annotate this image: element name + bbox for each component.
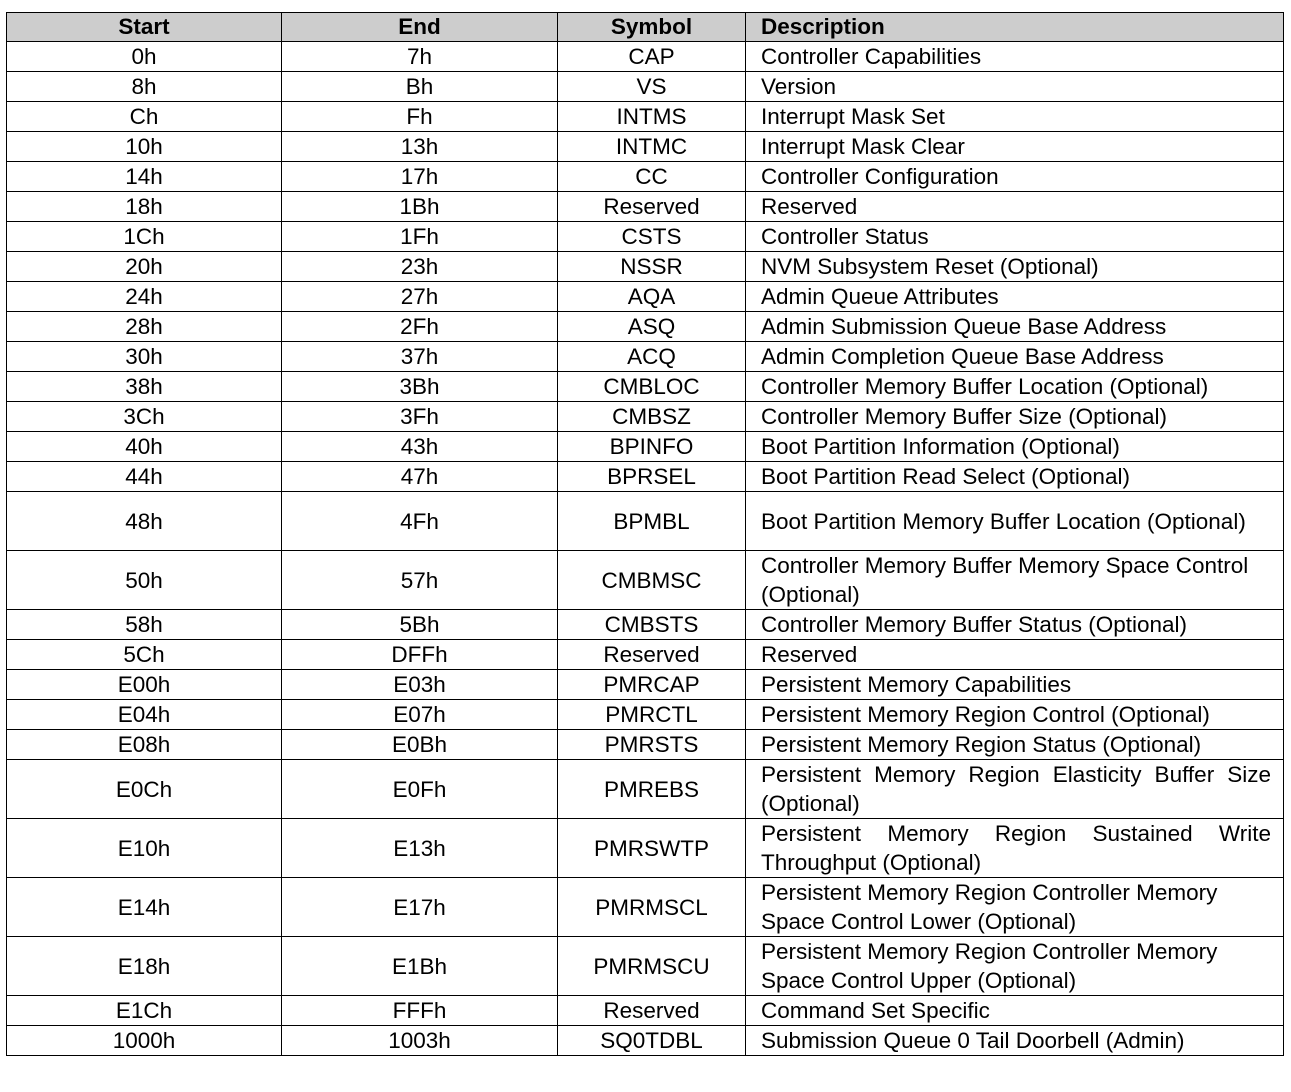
cell-description: Reserved bbox=[746, 192, 1284, 222]
table-row bbox=[7, 432, 1284, 462]
cell-end: 5Bh bbox=[282, 610, 558, 640]
cell-start: E10h bbox=[7, 819, 282, 878]
cell-description: NVM Subsystem Reset (Optional) bbox=[746, 252, 1284, 282]
table-row bbox=[7, 72, 1284, 102]
cell-end: 57h bbox=[282, 551, 558, 610]
cell-description: Persistent Memory Region Elasticity Buffer Size (Optional) bbox=[746, 760, 1284, 819]
table-row bbox=[7, 640, 1284, 670]
cell-end: E07h bbox=[282, 700, 558, 730]
table-row bbox=[7, 937, 1284, 996]
table-row bbox=[7, 342, 1284, 372]
cell-symbol: Reserved bbox=[558, 640, 746, 670]
cell-start: 10h bbox=[7, 132, 282, 162]
cell-symbol: CSTS bbox=[558, 222, 746, 252]
cell-symbol: CAP bbox=[558, 42, 746, 72]
table-row bbox=[7, 312, 1284, 342]
cell-end: 17h bbox=[282, 162, 558, 192]
table-row bbox=[7, 878, 1284, 937]
cell-symbol: CMBLOC bbox=[558, 372, 746, 402]
cell-symbol: Reserved bbox=[558, 192, 746, 222]
cell-description: Persistent Memory Region Status (Optional) bbox=[746, 730, 1284, 760]
cell-end: Bh bbox=[282, 72, 558, 102]
cell-start: 20h bbox=[7, 252, 282, 282]
header-description: Description bbox=[746, 13, 1284, 42]
cell-description: Controller Memory Buffer Memory Space Control (Optional) bbox=[746, 551, 1284, 610]
cell-symbol: SQ0TDBL bbox=[558, 1026, 746, 1056]
table-row bbox=[7, 372, 1284, 402]
cell-description: Boot Partition Read Select (Optional) bbox=[746, 462, 1284, 492]
cell-symbol: AQA bbox=[558, 282, 746, 312]
cell-description: Admin Completion Queue Base Address bbox=[746, 342, 1284, 372]
cell-description: Interrupt Mask Clear bbox=[746, 132, 1284, 162]
cell-end: E0Fh bbox=[282, 760, 558, 819]
cell-start: E08h bbox=[7, 730, 282, 760]
cell-end: 1003h bbox=[282, 1026, 558, 1056]
cell-start: 40h bbox=[7, 432, 282, 462]
cell-symbol: ACQ bbox=[558, 342, 746, 372]
cell-end: E13h bbox=[282, 819, 558, 878]
cell-end: 47h bbox=[282, 462, 558, 492]
table-row bbox=[7, 192, 1284, 222]
table-row bbox=[7, 42, 1284, 72]
cell-symbol: VS bbox=[558, 72, 746, 102]
cell-symbol: INTMC bbox=[558, 132, 746, 162]
cell-end: 13h bbox=[282, 132, 558, 162]
cell-start: 24h bbox=[7, 282, 282, 312]
table-row bbox=[7, 819, 1284, 878]
register-map-table bbox=[6, 12, 1284, 1056]
table-row bbox=[7, 760, 1284, 819]
table-row bbox=[7, 282, 1284, 312]
cell-end: 43h bbox=[282, 432, 558, 462]
cell-start: 8h bbox=[7, 72, 282, 102]
cell-description: Persistent Memory Region Controller Memory Space Control Upper (Optional) bbox=[746, 937, 1284, 996]
cell-description: Boot Partition Memory Buffer Location (Optional) bbox=[746, 492, 1284, 551]
cell-symbol: PMRCTL bbox=[558, 700, 746, 730]
cell-start: Ch bbox=[7, 102, 282, 132]
header-end: End bbox=[282, 13, 558, 42]
table-row bbox=[7, 996, 1284, 1026]
cell-symbol: CC bbox=[558, 162, 746, 192]
cell-end: 2Fh bbox=[282, 312, 558, 342]
cell-symbol: PMRCAP bbox=[558, 670, 746, 700]
cell-end: DFFh bbox=[282, 640, 558, 670]
table-header bbox=[7, 13, 1284, 42]
cell-end: 1Fh bbox=[282, 222, 558, 252]
table-row bbox=[7, 132, 1284, 162]
cell-end: 3Fh bbox=[282, 402, 558, 432]
table-row bbox=[7, 730, 1284, 760]
cell-end: E0Bh bbox=[282, 730, 558, 760]
cell-end: E03h bbox=[282, 670, 558, 700]
cell-start: 18h bbox=[7, 192, 282, 222]
table-row bbox=[7, 222, 1284, 252]
cell-description: Persistent Memory Region Controller Memory Space Control Lower (Optional) bbox=[746, 878, 1284, 937]
cell-description: Boot Partition Information (Optional) bbox=[746, 432, 1284, 462]
cell-start: 3Ch bbox=[7, 402, 282, 432]
table-row bbox=[7, 1026, 1284, 1056]
cell-start: 58h bbox=[7, 610, 282, 640]
cell-start: 14h bbox=[7, 162, 282, 192]
table-body bbox=[7, 42, 1284, 1056]
table-row bbox=[7, 462, 1284, 492]
cell-symbol: CMBMSC bbox=[558, 551, 746, 610]
cell-start: E0Ch bbox=[7, 760, 282, 819]
table-row bbox=[7, 551, 1284, 610]
cell-end: 4Fh bbox=[282, 492, 558, 551]
table-row bbox=[7, 700, 1284, 730]
cell-symbol: PMREBS bbox=[558, 760, 746, 819]
cell-symbol: Reserved bbox=[558, 996, 746, 1026]
cell-start: 0h bbox=[7, 42, 282, 72]
table-row bbox=[7, 610, 1284, 640]
cell-start: 1Ch bbox=[7, 222, 282, 252]
cell-end: FFFh bbox=[282, 996, 558, 1026]
cell-start: 48h bbox=[7, 492, 282, 551]
cell-start: 50h bbox=[7, 551, 282, 610]
cell-start: 38h bbox=[7, 372, 282, 402]
cell-description: Controller Capabilities bbox=[746, 42, 1284, 72]
cell-end: 1Bh bbox=[282, 192, 558, 222]
cell-description: Interrupt Mask Set bbox=[746, 102, 1284, 132]
header-row bbox=[7, 13, 1284, 42]
cell-end: Fh bbox=[282, 102, 558, 132]
cell-description: Reserved bbox=[746, 640, 1284, 670]
table-row bbox=[7, 402, 1284, 432]
cell-description: Persistent Memory Capabilities bbox=[746, 670, 1284, 700]
cell-symbol: PMRMSCU bbox=[558, 937, 746, 996]
cell-description: Admin Queue Attributes bbox=[746, 282, 1284, 312]
table-row bbox=[7, 492, 1284, 551]
cell-symbol: INTMS bbox=[558, 102, 746, 132]
cell-start: E04h bbox=[7, 700, 282, 730]
cell-end: 3Bh bbox=[282, 372, 558, 402]
cell-start: 30h bbox=[7, 342, 282, 372]
cell-description: Submission Queue 0 Tail Doorbell (Admin) bbox=[746, 1026, 1284, 1056]
cell-description: Version bbox=[746, 72, 1284, 102]
table-row bbox=[7, 670, 1284, 700]
cell-symbol: CMBSZ bbox=[558, 402, 746, 432]
cell-start: 1000h bbox=[7, 1026, 282, 1056]
cell-symbol: ASQ bbox=[558, 312, 746, 342]
cell-symbol: CMBSTS bbox=[558, 610, 746, 640]
cell-description: Persistent Memory Region Control (Optional) bbox=[746, 700, 1284, 730]
cell-end: 7h bbox=[282, 42, 558, 72]
cell-start: 5Ch bbox=[7, 640, 282, 670]
cell-description: Controller Memory Buffer Location (Optional) bbox=[746, 372, 1284, 402]
cell-end: 23h bbox=[282, 252, 558, 282]
cell-end: 27h bbox=[282, 282, 558, 312]
cell-symbol: PMRMSCL bbox=[558, 878, 746, 937]
cell-start: 28h bbox=[7, 312, 282, 342]
cell-description: Command Set Specific bbox=[746, 996, 1284, 1026]
cell-end: 37h bbox=[282, 342, 558, 372]
cell-description: Controller Memory Buffer Status (Optional) bbox=[746, 610, 1284, 640]
table-row bbox=[7, 102, 1284, 132]
cell-symbol: BPMBL bbox=[558, 492, 746, 551]
cell-start: E00h bbox=[7, 670, 282, 700]
header-start: Start bbox=[7, 13, 282, 42]
cell-description: Controller Status bbox=[746, 222, 1284, 252]
table-row bbox=[7, 162, 1284, 192]
cell-symbol: PMRSTS bbox=[558, 730, 746, 760]
cell-start: E18h bbox=[7, 937, 282, 996]
cell-description: Persistent Memory Region Sustained Write Throughput (Optional) bbox=[746, 819, 1284, 878]
cell-start: 44h bbox=[7, 462, 282, 492]
cell-symbol: PMRSWTP bbox=[558, 819, 746, 878]
cell-description: Admin Submission Queue Base Address bbox=[746, 312, 1284, 342]
cell-end: E17h bbox=[282, 878, 558, 937]
cell-start: E14h bbox=[7, 878, 282, 937]
cell-description: Controller Configuration bbox=[746, 162, 1284, 192]
header-symbol: Symbol bbox=[558, 13, 746, 42]
cell-symbol: NSSR bbox=[558, 252, 746, 282]
cell-symbol: BPINFO bbox=[558, 432, 746, 462]
table-row bbox=[7, 252, 1284, 282]
cell-description: Controller Memory Buffer Size (Optional) bbox=[746, 402, 1284, 432]
cell-end: E1Bh bbox=[282, 937, 558, 996]
cell-symbol: BPRSEL bbox=[558, 462, 746, 492]
cell-start: E1Ch bbox=[7, 996, 282, 1026]
